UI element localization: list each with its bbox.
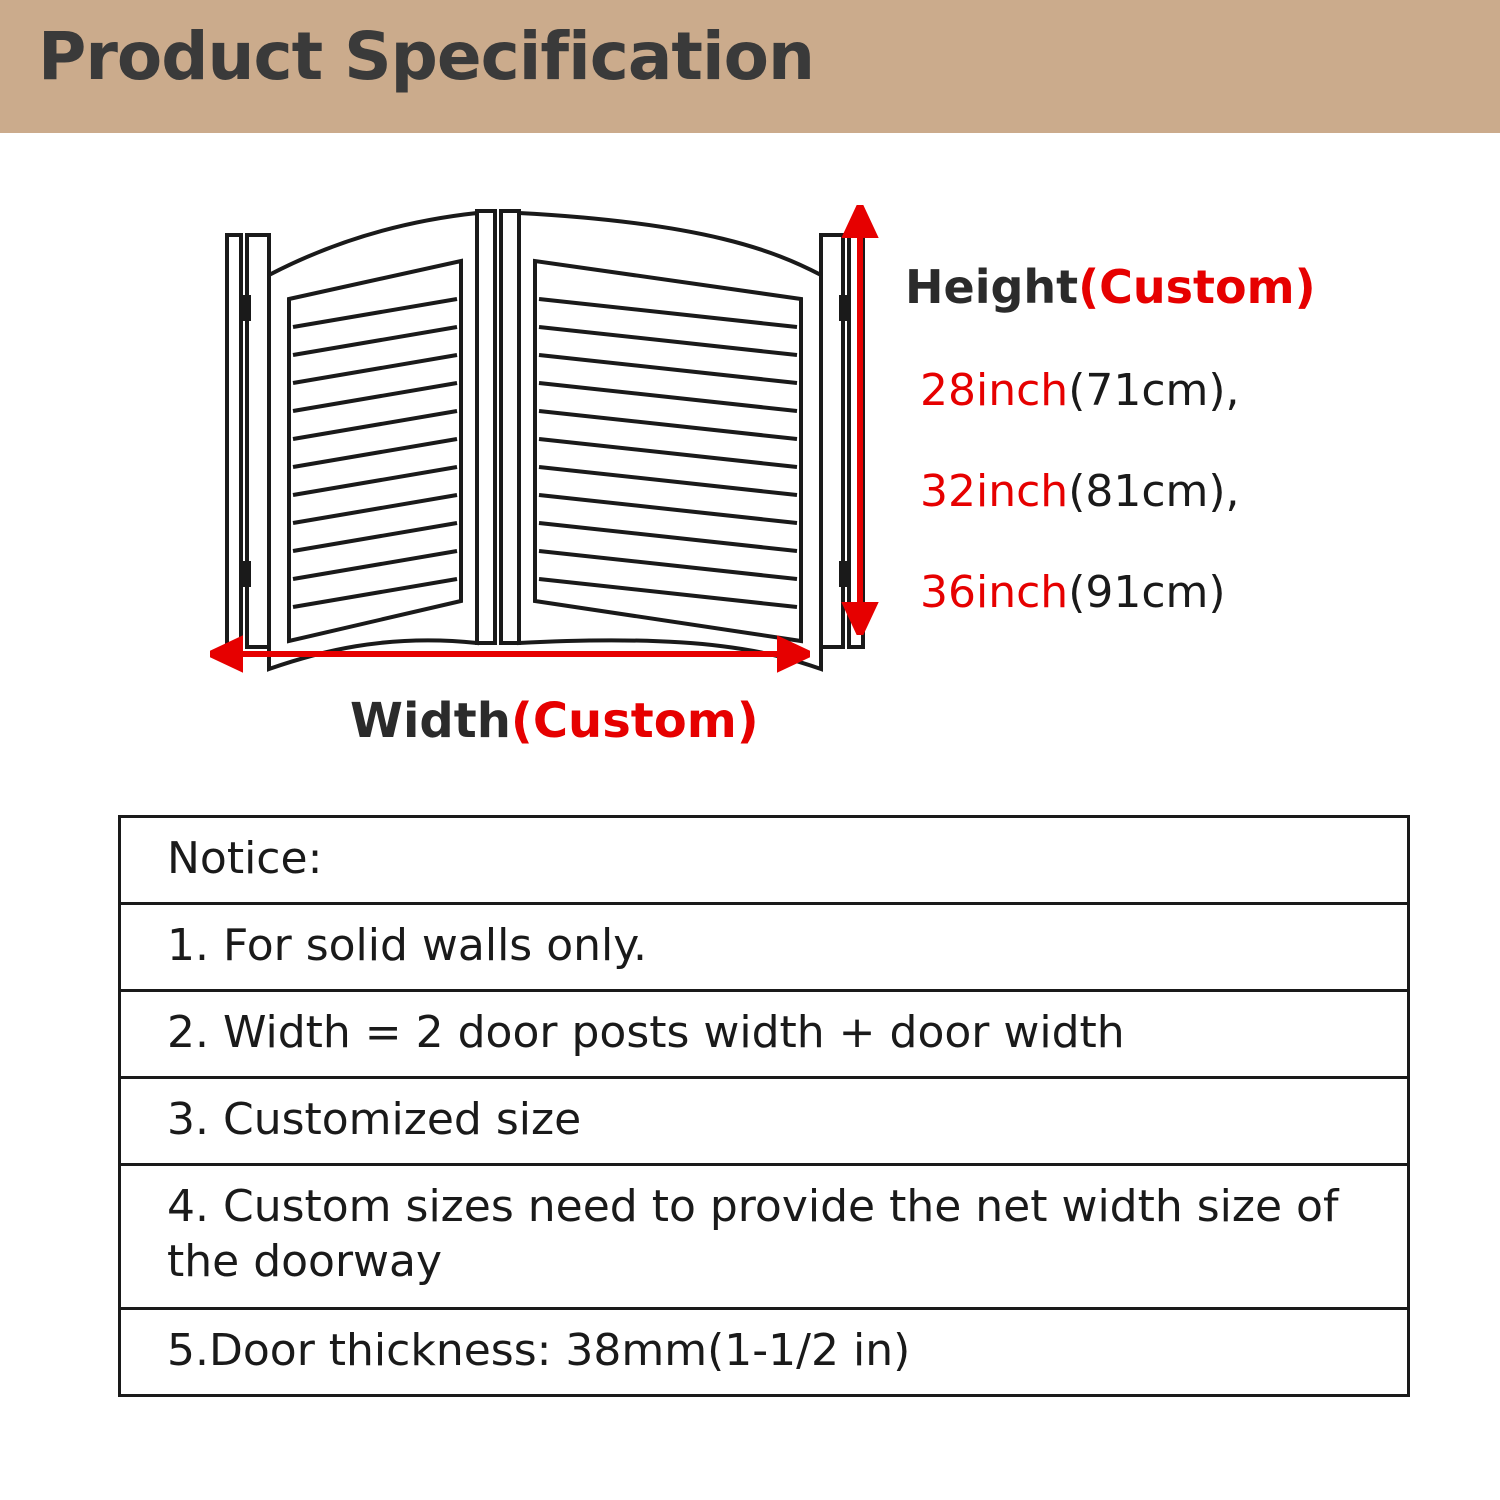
size-option-3	[920, 567, 1226, 618]
product-diagram	[0, 133, 1500, 813]
notice-item-5: 5.Door thickness: 38mm(1-1/2 in)	[167, 1324, 911, 1376]
height-label-text: Height	[905, 260, 1079, 314]
notice-row	[121, 1166, 1407, 1309]
height-dimension-arrow	[830, 205, 890, 635]
size-option-2-inch: 32inch	[920, 466, 1069, 517]
notice-row	[121, 1310, 1407, 1394]
notice-item-4: 4. Custom sizes need to provide the net width size of the doorway	[167, 1181, 1339, 1287]
size-option-3-cm: (91cm)	[1068, 567, 1226, 618]
page-title: Product Specification	[38, 18, 814, 95]
notice-item-2: 2. Width = 2 door posts width + door width	[167, 1007, 1125, 1059]
size-option-2-cm: (81cm),	[1068, 466, 1240, 517]
width-label-text: Width	[350, 693, 511, 749]
size-option-2	[920, 466, 1240, 517]
width-label-custom: (Custom)	[510, 693, 759, 749]
notice-row	[121, 992, 1407, 1079]
size-option-1	[920, 365, 1240, 416]
notice-item-3: 3. Customized size	[167, 1094, 582, 1146]
size-option-3-inch: 36inch	[920, 567, 1069, 618]
height-label	[905, 260, 1316, 314]
header-banner	[0, 0, 1500, 133]
width-dimension-arrow	[210, 631, 810, 677]
notice-heading: Notice:	[167, 833, 323, 884]
notice-table	[118, 815, 1410, 1397]
height-label-custom: (Custom)	[1078, 260, 1316, 314]
saloon-doors-illustration	[205, 203, 885, 703]
size-option-1-cm: (71cm),	[1068, 365, 1240, 416]
width-label	[350, 693, 759, 749]
notice-row	[121, 905, 1407, 992]
notice-row	[121, 1079, 1407, 1166]
notice-item-1: 1. For solid walls only.	[167, 920, 648, 972]
size-option-1-inch: 28inch	[920, 365, 1069, 416]
notice-heading-row	[121, 818, 1407, 905]
